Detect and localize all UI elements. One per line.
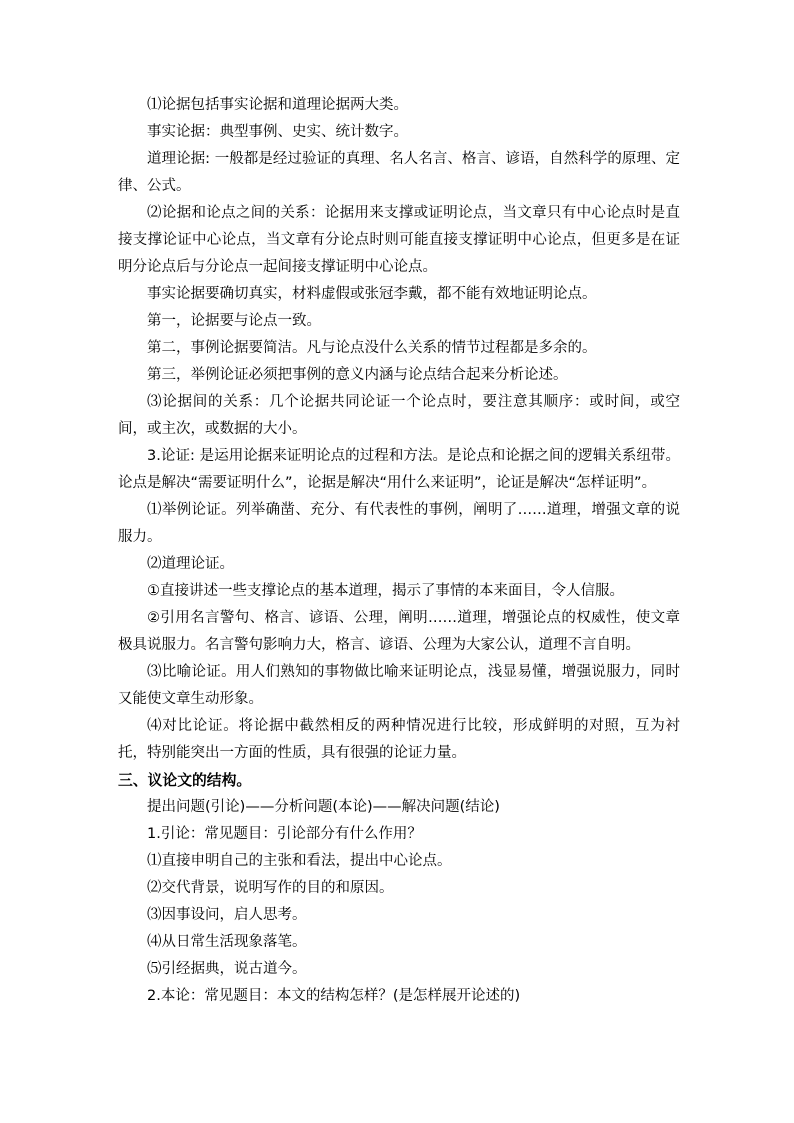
paragraph-reasoning-argument: ⑵道理论证。	[147, 556, 234, 572]
paragraph-evidence-claim-relation: ⑵论据和论点之间的关系：论据用来支撑或证明论点，当文章只有中心论点时是直接支撑论证中心论点，当文章有分论点时则可能直接支撑证明中心论点，但更多是在证明分论点后与分论点一起间接支撑证明中心论点。	[118, 205, 680, 275]
paragraph-reasoning-evidence: 道理论据: 一般都是经过验证的真理、名人名言、格言、谚语，自然科学的原理、定律、公式。	[118, 151, 680, 194]
document-body	[118, 92, 680, 1010]
paragraph-rule-first: 第一，论据要与论点一致。	[147, 313, 321, 329]
paragraph-contrast-argument: ⑷对比论证。将论据中截然相反的两种情况进行比较，形成鲜明的对照，互为衬托，特别能突出一方面的性质，具有很强的论证力量。	[118, 718, 680, 761]
paragraph-introduction-question: 1.引论：常见题目：引论部分有什么作用？	[147, 826, 422, 842]
paragraph-intro-item-4: ⑷从日常生活现象落笔。	[147, 934, 307, 950]
paragraph-intro-item-1: ⑴直接申明自己的主张和看法，提出中心论点。	[147, 853, 452, 869]
paragraph-structure-overview: 提出问题(引论)——分析问题(本论)——解决问题(结论)	[147, 799, 500, 815]
paragraph-intro-item-5: ⑸引经据典，说古道今。	[147, 961, 307, 977]
paragraph-evidence-order: ⑶论据间的关系：几个论据共同论证一个论点时，要注意其顺序：或时间，或空间，或主次，或数据的大小。	[118, 394, 680, 437]
paragraph-intro-item-3: ⑶因事设问，启人思考。	[147, 907, 307, 923]
paragraph-body-question: 2.本论：常见题目：本文的结构怎样？(是怎样展开论述的)	[147, 988, 521, 1004]
paragraph-example-argument: ⑴举例论证。列举确凿、充分、有代表性的事例，阐明了……道理，增强文章的说服力。	[118, 502, 680, 545]
paragraph-evidence-types: ⑴论据包括事实论据和道理论据两大类。	[147, 97, 408, 113]
paragraph-rule-second: 第二，事例论据要简洁。凡与论点没什么关系的情节过程都是多余的。	[147, 340, 597, 356]
paragraph-argumentation-definition: 3.论证: 是运用论据来证明论点的过程和方法。是论点和论据之间的逻辑关系纽带。论点是解决“需要证明什么”，论据是解决“用什么来证明”，论证是解决“怎样证明”。	[118, 448, 680, 491]
paragraph-factual-accuracy: 事实论据要确切真实，材料虚假或张冠李戴，都不能有效地证明论点。	[147, 286, 597, 302]
paragraph-rule-third: 第三，举例论证必须把事例的意义内涵与论点结合起来分析论述。	[147, 367, 568, 383]
paragraph-reasoning-direct: ①直接讲述一些支撑论点的基本道理，揭示了事情的本来面目，令人信服。	[147, 583, 624, 599]
paragraph-factual-evidence: 事实论据：典型事例、史实、统计数字。	[147, 124, 408, 140]
paragraph-reasoning-quote: ②引用名言警句、格言、谚语、公理，阐明……道理，增强论点的权威性，使文章极具说服力。名言警句影响力大，格言、谚语、公理为大家公认，道理不言自明。	[118, 610, 680, 653]
paragraph-intro-item-2: ⑵交代背景，说明写作的目的和原因。	[147, 880, 394, 896]
paragraph-metaphor-argument: ⑶比喻论证。用人们熟知的事物做比喻来证明论点，浅显易懂，增强说服力，同时又能使文章生动形象。	[118, 664, 680, 707]
section-heading-structure: 三、议论文的结构。	[118, 772, 252, 789]
